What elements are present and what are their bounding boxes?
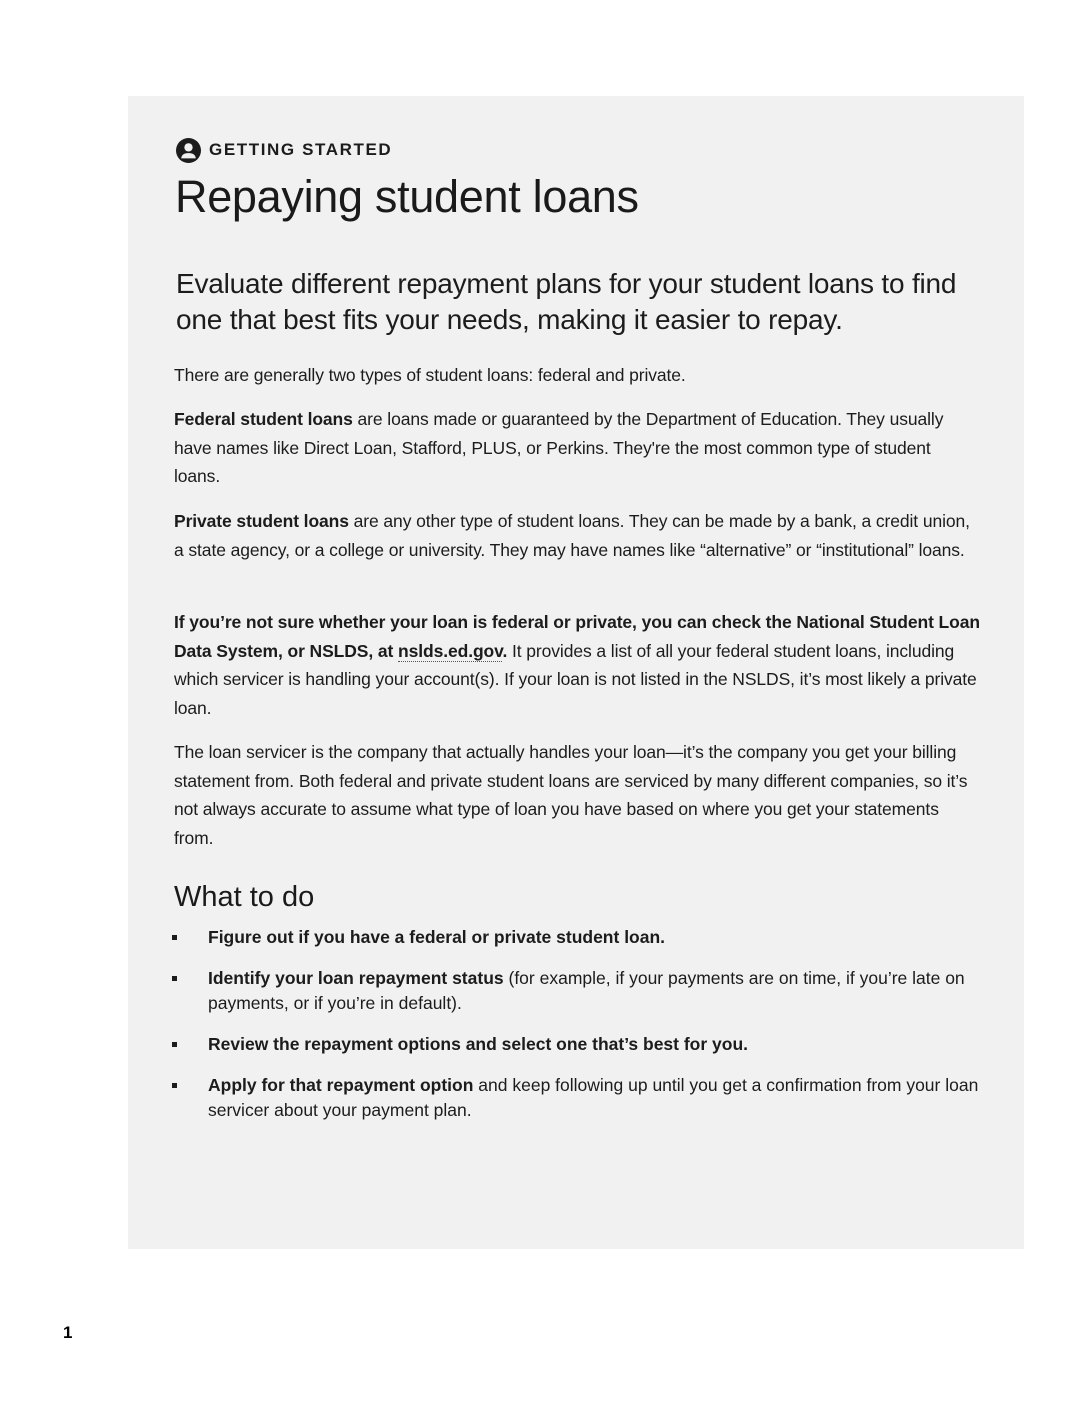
bullet-icon xyxy=(172,1042,177,1047)
todo-item-text: (for example, if your payments are on time, if you’re late on payments, or if you’re in default). xyxy=(208,968,965,1013)
private-loans-paragraph xyxy=(174,507,980,564)
todo-item-bold: Apply for that repayment option xyxy=(208,1075,474,1095)
todo-item xyxy=(170,1032,980,1057)
user-circle-icon xyxy=(176,138,201,163)
todo-list xyxy=(170,1032,980,1057)
lede-paragraph: Evaluate different repayment plans for your student loans to find one that best fits your needs, making it easier to repay. xyxy=(176,268,957,335)
nslds-paragraph xyxy=(174,608,980,723)
nslds-link-period: . xyxy=(502,640,508,661)
todo-list xyxy=(170,925,980,950)
kicker-label: GETTING STARTED xyxy=(209,140,393,159)
nslds-lead-text: If you’re not sure whether your loan is federal or private, you can check the National Student Loan Data System, or NSLDS, at xyxy=(174,612,980,661)
federal-loans-term: Federal student loans xyxy=(174,409,353,429)
federal-loans-paragraph xyxy=(174,405,980,491)
what-to-do-heading: What to do xyxy=(174,881,315,913)
todo-item xyxy=(170,1073,980,1123)
todo-item-bold: Figure out if you have a federal or private student loan. xyxy=(208,927,666,947)
bullet-icon xyxy=(172,1083,177,1088)
intro-paragraph: There are generally two types of student loans: federal and private. xyxy=(174,365,686,385)
todo-list xyxy=(170,966,980,1016)
todo-item-bold: Review the repayment options and select one that’s best for you. xyxy=(208,1034,749,1054)
todo-item-bold: Identify your loan repayment status xyxy=(208,968,504,988)
page-number: 1 xyxy=(63,1323,73,1342)
servicer-paragraph: The loan servicer is the company that actually handles your loan—it’s the company you get your billing statement from. Both federal and private student loans are serviced by many different companies, so it’s not always accurate to assume what type of loan you have based on where you get your statements from. xyxy=(174,742,968,849)
bullet-icon xyxy=(172,976,177,981)
nslds-link[interactable]: nslds.ed.gov xyxy=(398,640,503,661)
todo-item-text: and keep following up until you get a confirmation from your loan servicer about your payment plan. xyxy=(208,1075,979,1120)
nslds-text: It provides a list of all your federal student loans, including which servicer is handling your account(s). If your loan is not listed in the NSLDS, it’s most likely a private loan. xyxy=(174,640,977,719)
bullet-icon xyxy=(172,935,177,940)
private-loans-term: Private student loans xyxy=(174,511,349,531)
todo-item xyxy=(170,925,980,950)
federal-loans-text: are loans made or guaranteed by the Department of Education. They usually have names like Direct Loan, Stafford, PLUS, or Perkins. They're the most common type of student loans. xyxy=(174,409,944,487)
section-kicker xyxy=(176,136,392,164)
page-title: Repaying student loans xyxy=(175,171,639,222)
todo-list xyxy=(170,1073,980,1123)
private-loans-text: are any other type of student loans. They can be made by a bank, a credit union, a state agency, or a college or university. They may have names like “alternative” or “institutional” loans. xyxy=(174,511,970,560)
todo-item xyxy=(170,966,980,1016)
